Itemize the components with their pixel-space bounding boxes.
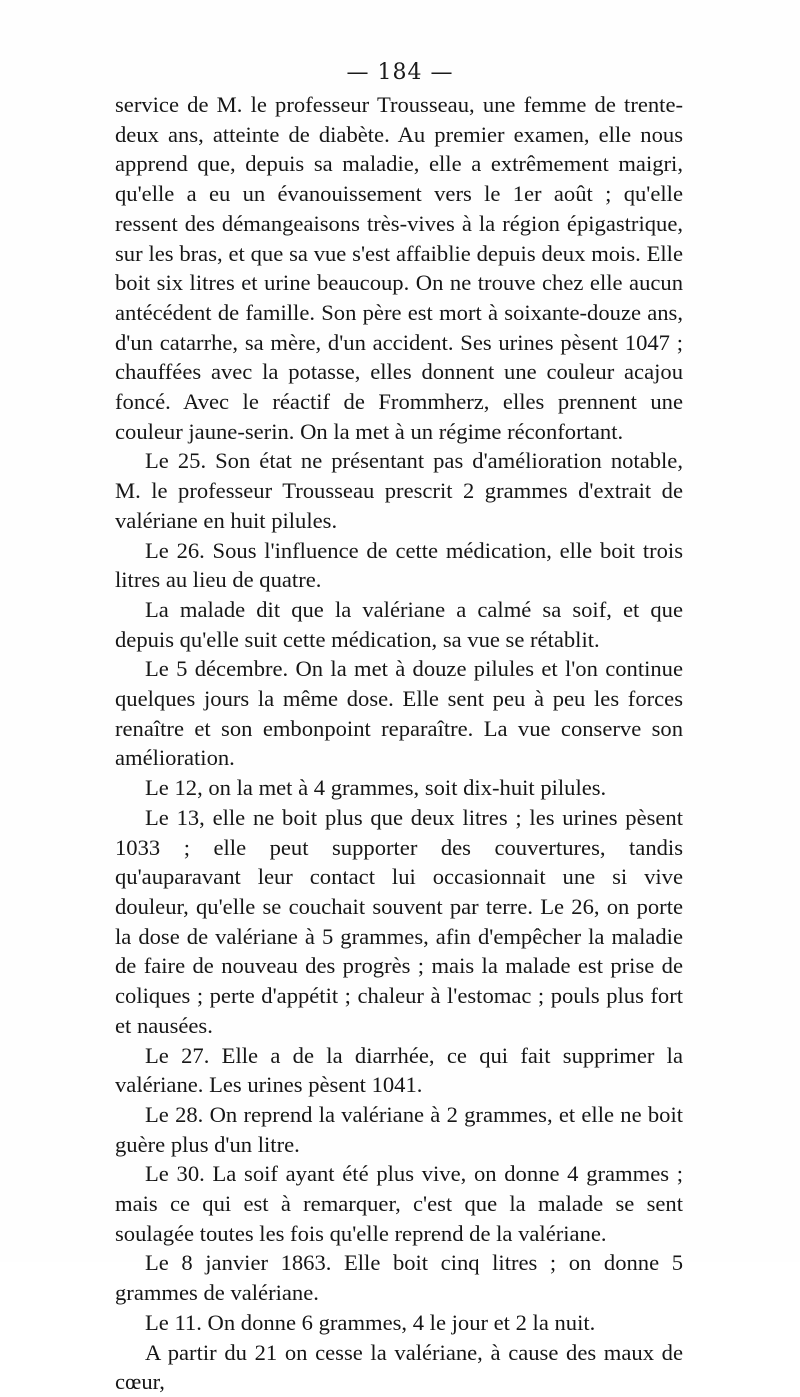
paragraph: service de M. le professeur Trousseau, une femme de trente-deux ans, atteinte de diabète. Au premier examen, elle nous apprend que, depuis sa maladie, elle a extrêmement maigri, qu'elle a eu un évanouissement vers le 1er août ; qu'elle ressent des démangeaisons très-vives à la région épigastrique, sur les bras, et que sa vue s'est affaiblie depuis deux mois. Elle boit six litres et urine beaucoup. On ne trouve chez elle aucun antécédent de famille. Son père est mort à soixante-douze ans, d'un catarrhe, sa mère, d'un accident. Ses urines pèsent 1047 ; chauffées avec la potasse, elles donnent une couleur acajou foncé. Avec le réactif de Frommherz, elles prennent une couleur jaune-serin. On la met à un régime réconfortant.: [115, 92, 683, 444]
paragraph: Le 26. Sous l'influence de cette médication, elle boit trois litres au lieu de quatre.: [115, 537, 683, 593]
paragraph: Le 12, on la met à 4 grammes, soit dix-huit pilules.: [145, 775, 607, 801]
paragraph: Le 11. On donne 6 grammes, 4 le jour et 2 la nuit.: [145, 1309, 596, 1335]
paragraph: Le 28. On reprend la valériane à 2 grammes, et elle ne boit guère plus d'un litre.: [115, 1101, 683, 1157]
paragraph: Le 30. La soif ayant été plus vive, on donne 4 grammes ; mais ce qui est à remarquer, c'est que la malade se sent soulagée toutes les fois qu'elle reprend de la valériane.: [115, 1161, 683, 1246]
body-text: [115, 90, 683, 1397]
paragraph: Le 25. Son état ne présentant pas d'amélioration notable, M. le professeur Trousseau prescrit 2 grammes d'extrait de valériane en huit pilules.: [115, 448, 683, 533]
paragraph: La malade dit que la valériane a calmé sa soif, et que depuis qu'elle suit cette médication, sa vue se rétablit.: [115, 596, 683, 652]
paragraph: Le 27. Elle a de la diarrhée, ce qui fait supprimer la valériane. Les urines pèsent 1041.: [115, 1042, 683, 1098]
paragraph: Le 8 janvier 1863. Elle boit cinq litres ; on donne 5 grammes de valériane.: [115, 1250, 683, 1306]
paragraph: Le 5 décembre. On la met à douze pilules et l'on continue quelques jours la même dose. Elle sent peu à peu les forces renaître et son embonpoint reparaître. La vue conserve son amélioration.: [115, 656, 683, 771]
page-number: — 184 —: [346, 60, 454, 85]
paragraph: A partir du 21 on cesse la valériane, à cause des maux de cœur,: [115, 1339, 683, 1395]
paragraph: Le 13, elle ne boit plus que deux litres ; les urines pèsent 1033 ; elle peut supporter des couvertures, tandis qu'auparavant leur contact lui occasionnait une si vive douleur, qu'elle se couchait souvent par terre. Le 26, on porte la dose de valériane à 5 grammes, afin d'empêcher la maladie de faire de nouveau des progrès ; mais la malade est prise de coliques ; perte d'appétit ; chaleur à l'estomac ; pouls plus fort et nausées.: [115, 804, 683, 1038]
